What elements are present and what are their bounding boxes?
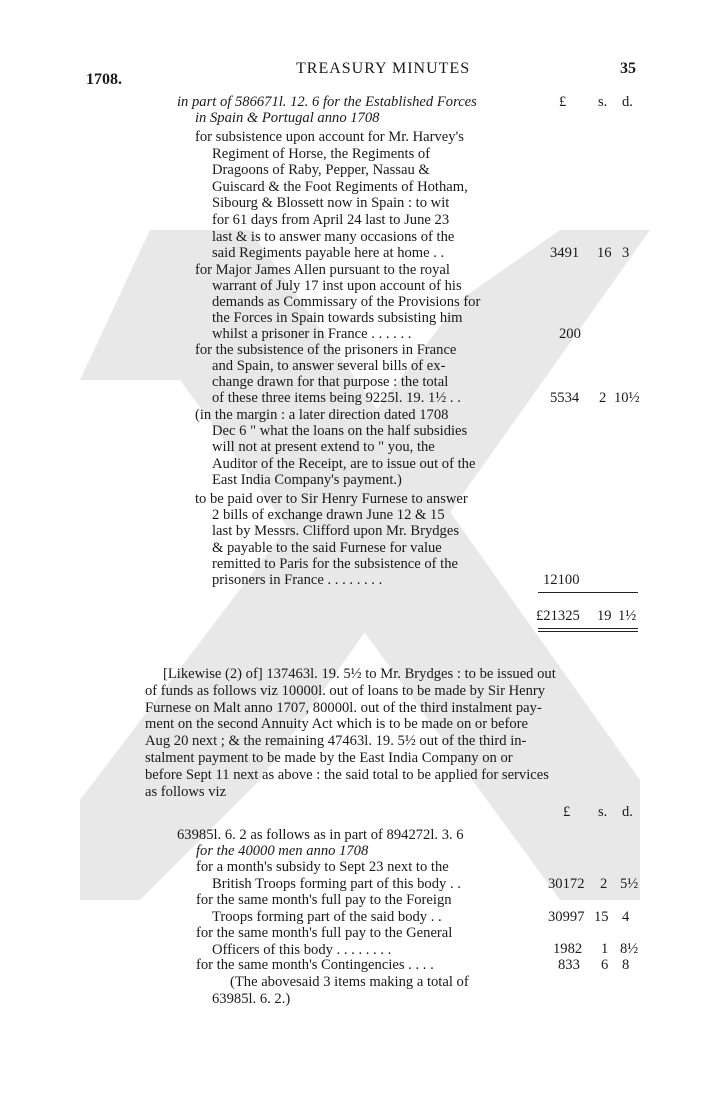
s1i1-line: Regiment of Horse, the Regiments of — [212, 145, 431, 162]
s2-item4-pounds: 833 — [558, 957, 580, 973]
s1i4-line: to be paid over to Sir Henry Furnese to answer — [195, 491, 468, 507]
s2note-line: 63985l. 6. 2.) — [212, 990, 291, 1007]
item3-pounds: 5534 — [550, 390, 580, 406]
s2-item4-shillings: 6 — [601, 957, 609, 973]
s1i1-line: for 61 days from April 24 last to June 23 — [212, 212, 450, 228]
col-pence-header: d. — [622, 94, 633, 110]
s1i1-line: last & is to answer many occasions of the — [212, 228, 455, 245]
item3-pence: 10½ — [614, 390, 640, 406]
item1-pence: 3 — [622, 245, 630, 261]
s2para-line: before Sept 11 next as above : the said total to be applied for services — [145, 766, 549, 783]
section1-heading-line2: in Spain & Portugal anno 1708 — [195, 110, 380, 126]
item3-shillings: 2 — [599, 390, 607, 406]
s1note-line: Auditor of the Receipt, are to issue out of the — [212, 455, 476, 472]
col-pounds-header: £ — [559, 94, 567, 110]
s1i1-line: for subsistence upon account for Mr. Harvey's — [195, 129, 464, 145]
total-bottom-rule — [538, 628, 638, 629]
s2-item4-pence: 8 — [622, 957, 630, 973]
item1-pounds: 3491 — [550, 245, 580, 261]
s2i3-line: Officers of this body . . . . . . . . — [212, 941, 392, 958]
s2-item1-pence: 5½ — [620, 876, 639, 892]
s2para-line: Aug 20 next ; & the remaining 47463l. 19. 5½ out of the third in- — [145, 733, 527, 750]
s2para-line: stalment payment to be made by the East India Company on or — [145, 750, 513, 766]
s2para-line: as follows viz — [145, 783, 227, 800]
s2para-line: [Likewise (2) of] 137463l. 19. 5½ to Mr. Brydges : to be issued out — [163, 666, 556, 682]
total-bottom-rule-double — [538, 631, 638, 632]
s2i3-line: for the same month's full pay to the General — [196, 925, 453, 941]
total-pence: 1½ — [618, 608, 637, 624]
section2-heading-line1: 63985l. 6. 2 as follows as in part of 894272l. 3. 6 — [177, 827, 464, 843]
s1i2-line: the Forces in Spain towards subsisting him — [212, 310, 463, 326]
s2i1-line: British Troops forming part of this body . . — [212, 876, 461, 892]
item1-shillings: 16 — [597, 245, 612, 261]
s2-item3-shillings: 1 — [601, 941, 609, 957]
s2para-line: ment on the second Annuity Act which is to be made on or before — [145, 716, 528, 733]
s1note-line: Dec 6 " what the loans on the half subsidies — [212, 423, 468, 440]
page-number: 35 — [620, 60, 636, 77]
s1i1-line: Guiscard & the Foot Regiments of Hotham, — [212, 178, 468, 195]
s1i2-line: whilst a prisoner in France . . . . . . — [212, 326, 412, 342]
total-pounds: £21325 — [536, 608, 580, 624]
s1i4-line: remitted to Paris for the subsistence of the — [212, 555, 459, 572]
total-shillings: 19 — [597, 608, 612, 624]
s1i1-line: said Regiments payable here at home . . — [212, 245, 445, 262]
s2-item3-pence: 8½ — [620, 941, 639, 957]
item4-pounds: 12100 — [543, 572, 580, 588]
s1i1-line: Dragoons of Raby, Pepper, Nassau & — [212, 162, 430, 179]
total-top-rule — [538, 592, 638, 593]
col2-pence-header: d. — [622, 804, 633, 820]
section1-heading-line1: in part of 586671l. 12. 6 for the Established Forces — [177, 94, 477, 110]
s2-item2-pounds: 30997 — [548, 909, 585, 925]
s1i2-line: for Major James Allen pursuant to the royal — [195, 262, 450, 278]
s2-item2-shillings: 15 — [594, 909, 609, 925]
s1note-line: will not at present extend to " you, the — [212, 439, 435, 456]
col2-pounds-header: £ — [563, 804, 571, 820]
s2para-line: of funds as follows viz 10000l. out of loans to be made by Sir Henry — [145, 682, 546, 699]
s1i3-line: for the subsistence of the prisoners in France — [195, 342, 457, 358]
s2-item2-pence: 4 — [622, 909, 630, 925]
s1note-line: (in the margin : a later direction dated 1708 — [195, 407, 449, 423]
s2para-line: Furnese on Malt anno 1707, 80000l. out of the third instalment pay- — [145, 699, 542, 716]
s2note-line: (The abovesaid 3 items making a total of — [230, 974, 469, 990]
s1i4-line: & payable to the said Furnese for value — [212, 539, 442, 556]
s2-item3-pounds: 1982 — [553, 941, 583, 957]
page-year: 1708. — [86, 71, 122, 88]
s1i1-line: Sibourg & Blossett now in Spain : to wit — [212, 195, 450, 212]
col-shillings-header: s. — [598, 94, 608, 110]
s1i2-line: warrant of July 17 inst upon account of his — [212, 278, 462, 294]
s1i3-line: of these three items being 9225l. 19. 1½ . . — [212, 390, 461, 406]
running-title: TREASURY MINUTES — [296, 60, 471, 77]
s2i1-line: for a month's subsidy to Sept 23 next to the — [196, 859, 449, 875]
col2-shillings-header: s. — [598, 804, 608, 820]
s2i2-line: for the same month's full pay to the Foreign — [196, 892, 452, 908]
s1i3-line: and Spain, to answer several bills of ex- — [212, 358, 446, 374]
s1i4-line: last by Messrs. Clifford upon Mr. Brydges — [212, 523, 460, 540]
s1note-line: East India Company's payment.) — [212, 471, 402, 488]
s1i4-line: prisoners in France . . . . . . . . — [212, 572, 383, 588]
s2i2-line: Troops forming part of the said body . . — [212, 909, 442, 925]
item2-pounds: 200 — [559, 326, 581, 342]
s1i3-line: change drawn for that purpose : the total — [212, 374, 449, 390]
s1i4-line: 2 bills of exchange drawn June 12 & 15 — [212, 507, 445, 524]
section2-heading-line2: for the 40000 men anno 1708 — [196, 843, 369, 859]
section2-item4: for the same month's Contingencies . . . . — [196, 957, 434, 973]
s2-item1-pounds: 30172 — [548, 876, 585, 892]
s2-item1-shillings: 2 — [600, 876, 608, 892]
s1i2-line: demands as Commissary of the Provisions for — [212, 294, 481, 310]
